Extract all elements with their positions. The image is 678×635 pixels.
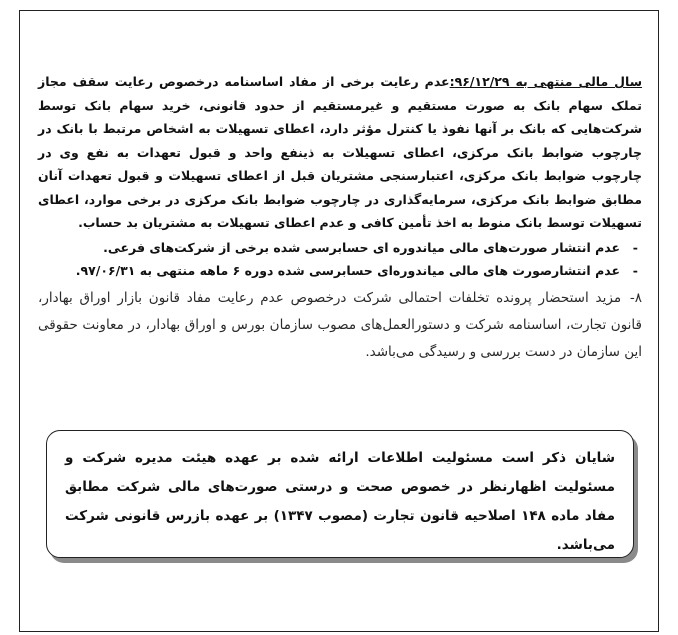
bullet-text: عدم انتشار صورت‌های مالی میاندوره ای حسابرسی شده برخی از شرکت‌های فرعی. [103, 239, 620, 255]
bullet-item [38, 236, 638, 259]
item-8-paragraph [38, 285, 642, 366]
disclaimer-box [46, 430, 634, 558]
disclaimer-text: شایان ذکر است مسئولیت اطلاعات ارائه شده بر عهده هیئت مدیره شرکت و مسئولیت اظهارنظر در خصوص صحت و درستی صورت‌های مالی شرکت مطابق مفاد ماده ۱۴۸ اصلاحیه قانون تجارت (مصوب ۱۳۴۷) بر عهده بازرس قانونی شرکت می‌باشد. [65, 450, 615, 553]
main-paragraph-text: عدم رعایت برخی از مفاد اساسنامه درخصوص رعایت سقف مجاز تملک سهام بانک به صورت مستقیم و غیرمستقیم از حدود قانونی، خرید سهام بانک توسط شرکت‌هایی که بانک بر آنها نفوذ یا کنترل مؤثر دارد، اعطای تسهیلات به اشخاص مرتبط با بانک در چارچوب ضوابط بانک مرکزی، اعطای تسهیلات به ذینفع واحد و قبول تعهدات به نفع وی در چارچوب ضوابط بانک مرکزی، اعتبارسنجی مشتریان قبل از اعطای تسهیلات و قبول تعهدات آنان مطابق ضوابط بانک مرکزی، سرمایه‌گذاری در چارچوب ضوابط بانک مرکزی در برخی موارد، اعطای تسهیلات توسط بانک منوط به اخذ تأمین کافی و عدم اعطای تسهیلات به مشتریان بد حساب. [38, 74, 642, 230]
fiscal-year-lead: سال مالی منتهی به ۹۶/۱۲/۲۹: [449, 74, 643, 89]
bullet-list [38, 236, 642, 282]
bullet-dash: - [632, 262, 638, 278]
bullet-dash: - [632, 239, 638, 255]
main-paragraph [38, 70, 642, 235]
item-8-number: ۸- [629, 289, 642, 306]
document-body [38, 70, 642, 366]
bullet-text: عدم انتشارصورت های مالی میاندوره‌ای حسابرسی شده دوره ۶ ماهه منتهی به ۹۷/۰۶/۳۱. [75, 262, 620, 278]
bullet-item [38, 259, 638, 282]
item-8-text: مزید استحضار پرونده تخلفات احتمالی شرکت درخصوص عدم رعایت مفاد قانون بازار اوراق بهادار، قانون تجارت، اساسنامه شرکت و دستورالعمل‌های مصوب سازمان بورس و اوراق بهادار، در معاونت حقوقی این سازمان در دست بررسی و رسیدگی می‌باشد. [38, 289, 642, 360]
